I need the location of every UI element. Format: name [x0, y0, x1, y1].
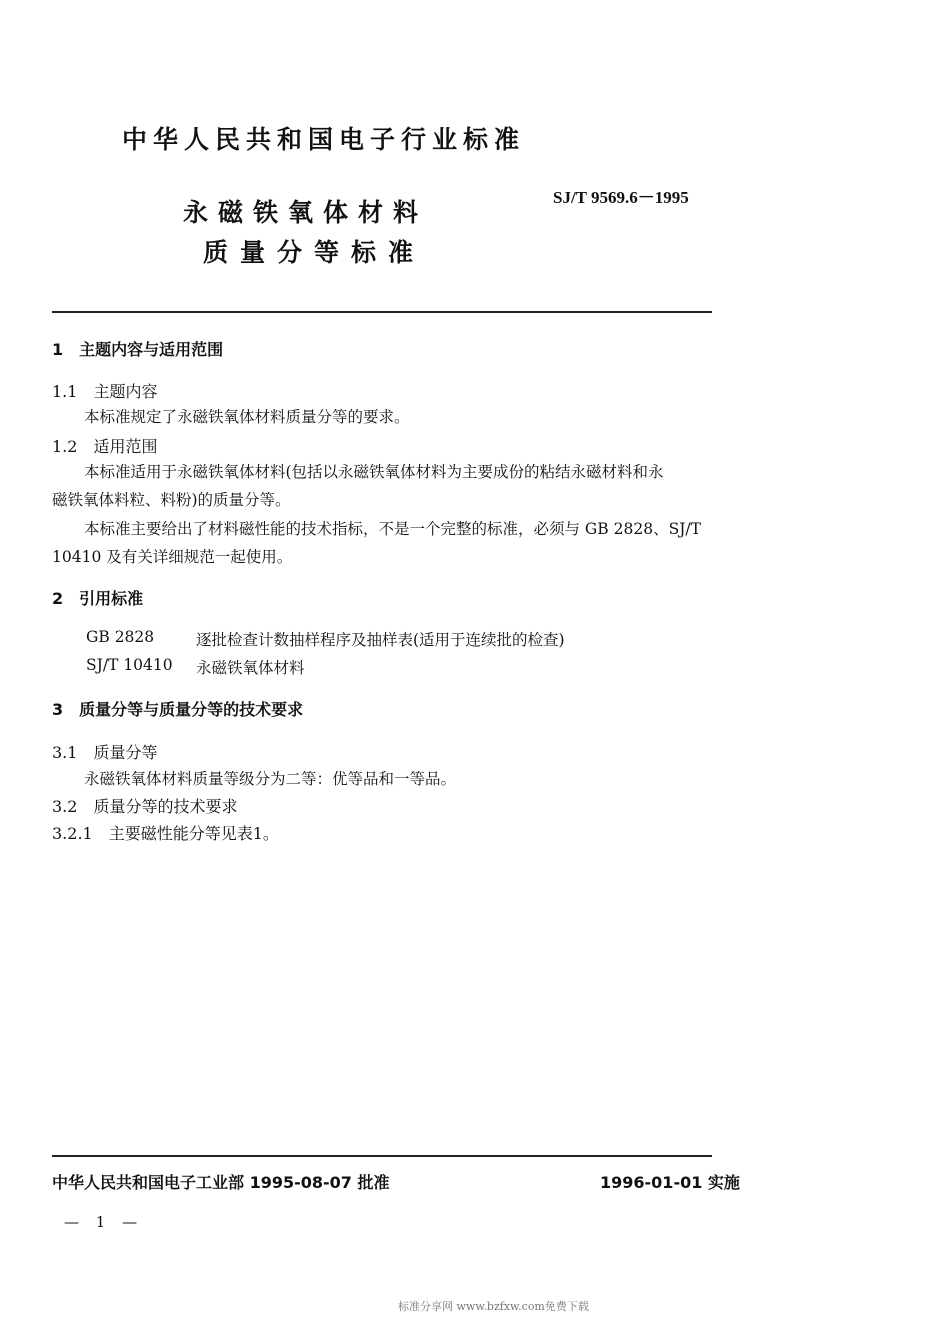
section-1-2-para-a-line1: 本标准适用于永磁铁氧体材料(包括以永磁铁氧体材料为主要成份的粘结永磁材料和永 [84, 463, 664, 481]
standard-code: SJ/T 9569.6－1995 [553, 188, 689, 207]
document-title-line2: 质量分等标准 [203, 238, 426, 267]
section-3-1-text: 永磁铁氧体材料质量等级分为二等：优等品和一等品。 [84, 770, 457, 788]
ref-title: 永磁铁氧体材料 [196, 659, 305, 677]
section-1-2-heading: 1.2 适用范围 [52, 437, 158, 456]
approval-info: 中华人民共和国电子工业部 1995-08-07 批准 [52, 1173, 390, 1192]
watermark: 标准分享网 www.bzfxw.com免费下载 [398, 1300, 589, 1313]
ref-title: 逐批检查计数抽样程序及抽样表(适用于连续批的检查) [196, 631, 565, 649]
effective-date: 1996-01-01 实施 [600, 1173, 740, 1192]
section-3-2-heading: 3.2 质量分等的技术要求 [52, 797, 238, 816]
section-3-heading: 3 质量分等与质量分等的技术要求 [52, 700, 304, 719]
header-organization: 中华人民共和国电子行业标准 [122, 125, 526, 154]
section-1-2-para-b-line2: 10410 及有关详细规范一起使用。 [52, 548, 293, 566]
section-3-1-heading: 3.1 质量分等 [52, 743, 158, 762]
section-1-2-para-b-line1: 本标准主要给出了材料磁性能的技术指标，不是一个完整的标准，必须与 GB 2828、SJ/T [84, 520, 701, 538]
section-1-heading: 1 主题内容与适用范围 [52, 340, 224, 359]
section-1-1-text: 本标准规定了永磁铁氧体材料质量分等的要求。 [84, 408, 410, 426]
top-divider [52, 311, 712, 313]
bottom-divider [52, 1155, 712, 1157]
section-1-2-para-a-line2: 磁铁氧体料粒、料粉)的质量分等。 [52, 491, 291, 509]
document-title-line1: 永磁铁氧体材料 [183, 198, 429, 227]
ref-code: SJ/T 10410 [86, 656, 173, 674]
section-2-heading: 2 引用标准 [52, 589, 144, 608]
page-number: — 1 — [64, 1213, 144, 1231]
ref-code: GB 2828 [86, 628, 155, 646]
section-1-1-heading: 1.1 主题内容 [52, 382, 158, 401]
section-3-2-1-text: 3.2.1 主要磁性能分等见表1。 [52, 824, 279, 843]
